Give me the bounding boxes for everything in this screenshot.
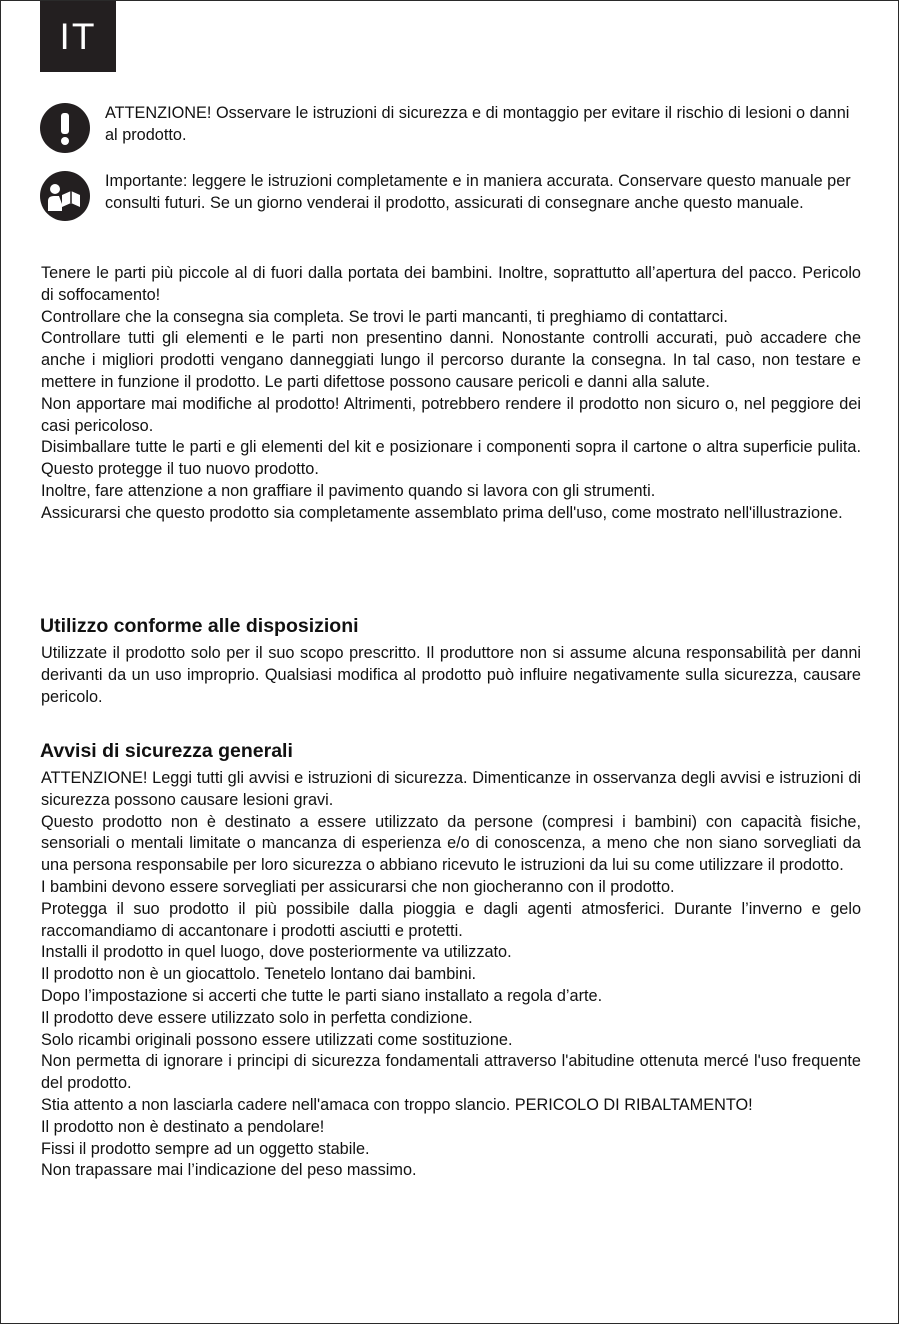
safety-paragraph: Installi il prodotto in quel luogo, dove posteriormente va utilizzato. <box>41 943 512 962</box>
usage-section <box>41 643 861 708</box>
safety-section <box>41 768 861 1182</box>
intro-paragraph: Assicurarsi che questo prodotto sia completamente assemblato prima dell'uso, come mostrato nell'illustrazione. <box>41 503 843 522</box>
warning-notice <box>40 103 860 153</box>
read-manual-icon <box>40 171 90 221</box>
safety-paragraph: ATTENZIONE! Leggi tutti gli avvisi e istruzioni di sicurezza. Dimenticanze in osservanza degli avvisi e istruzioni di sicurezza possono causare lesioni gravi. <box>41 769 861 809</box>
safety-paragraph: Dopo l’impostazione si accerti che tutte le parti siano installato a regola d’arte. <box>41 986 603 1005</box>
intro-paragraph: Tenere le parti più piccole al di fuori dalla portata dei bambini. Inoltre, soprattutto all’apertura del pacco. Pericolo di soffocamento! <box>41 264 861 304</box>
safety-paragraph: Il prodotto non è un giocattolo. Tenetelo lontano dai bambini. <box>41 965 477 984</box>
warning-text: ATTENZIONE! Osservare le istruzioni di sicurezza e di montaggio per evitare il rischio di lesioni o danni al prodotto. <box>105 104 850 144</box>
safety-paragraph: Questo prodotto non è destinato a essere utilizzato da persone (compresi i bambini) con capacità fisiche, sensoriali o mentali limitate o mancanza di esperienza e/o di conoscenza, a meno che non siano sorvegliati da una persona responsabile per loro sicurezza o abbiano ricevuto le istruzioni da lui su come utilizzare il prodotto. <box>41 812 861 875</box>
read-manual-text: Importante: leggere le istruzioni completamente e in maniera accurata. Conservare questo manuale per consulti futuri. Se un giorno venderai il prodotto, assicurati di consegnare anche questo manuale. <box>105 172 851 212</box>
safety-paragraph: Protegga il suo prodotto il più possibile dalla pioggia e dagli agenti atmosferici. Durante l’inverno e gelo raccomandiamo di accantonare i prodotti asciutti e protetti. <box>41 899 861 940</box>
exclamation-icon <box>40 103 90 153</box>
safety-paragraph: Stia attento a non lasciarla cadere nell'amaca con troppo slancio. PERICOLO DI RIBALTAMENTO! <box>41 1095 753 1114</box>
safety-paragraph: I bambini devono essere sorvegliati per assicurarsi che non giocheranno con il prodotto. <box>41 877 675 896</box>
intro-paragraph: Disimballare tutte le parti e gli elementi del kit e posizionare i componenti sopra il cartone o altra superficie pulita. Questo protegge il tuo nuovo prodotto. <box>41 438 861 479</box>
usage-section-title: Utilizzo conforme alle disposizioni <box>40 615 359 637</box>
safety-section-title: Avvisi di sicurezza generali <box>40 740 293 762</box>
safety-paragraph: Il prodotto deve essere utilizzato solo in perfetta condizione. <box>41 1008 473 1027</box>
intro-paragraph: Non apportare mai modifiche al prodotto! Altrimenti, potrebbero rendere il prodotto non sicuro o, nel peggiore dei casi pericoloso. <box>41 394 861 435</box>
intro-paragraph: Controllare tutti gli elementi e le parti non presentino danni. Nonostante controlli accurati, può accadere che anche i migliori prodotti vengano danneggiati lungo il percorso durante la consegna. In tal caso, non testare e mettere in funzione il prodotto. Le parti difettose possono causare pericoli e danni alla salute. <box>41 329 861 391</box>
language-tag: IT <box>40 1 116 72</box>
safety-paragraph: Fissi il prodotto sempre ad un oggetto stabile. <box>41 1139 370 1158</box>
safety-paragraph: Solo ricambi originali possono essere utilizzati come sostituzione. <box>41 1030 513 1049</box>
safety-paragraph: Non trapassare mai l’indicazione del peso massimo. <box>41 1161 417 1180</box>
intro-section <box>41 263 861 525</box>
safety-paragraph: Non permetta di ignorare i principi di sicurezza fondamentali attraverso l'abitudine ottenuta mercé l'uso frequente del prodotto. <box>41 1052 861 1093</box>
read-manual-notice <box>40 171 860 221</box>
intro-paragraph: Inoltre, fare attenzione a non graffiare il pavimento quando si lavora con gli strumenti. <box>41 481 656 500</box>
safety-paragraph: Il prodotto non è destinato a pendolare! <box>41 1117 325 1136</box>
intro-paragraph: Controllare che la consegna sia completa. Se trovi le parti mancanti, ti preghiamo di contattarci. <box>41 307 728 326</box>
usage-paragraph: Utilizzate il prodotto solo per il suo scopo prescritto. Il produttore non si assume alcuna responsabilità per danni derivanti da un uso improprio. Qualsiasi modifica al prodotto può influire negativamente sulla sicurezza, causare pericolo. <box>41 644 861 706</box>
